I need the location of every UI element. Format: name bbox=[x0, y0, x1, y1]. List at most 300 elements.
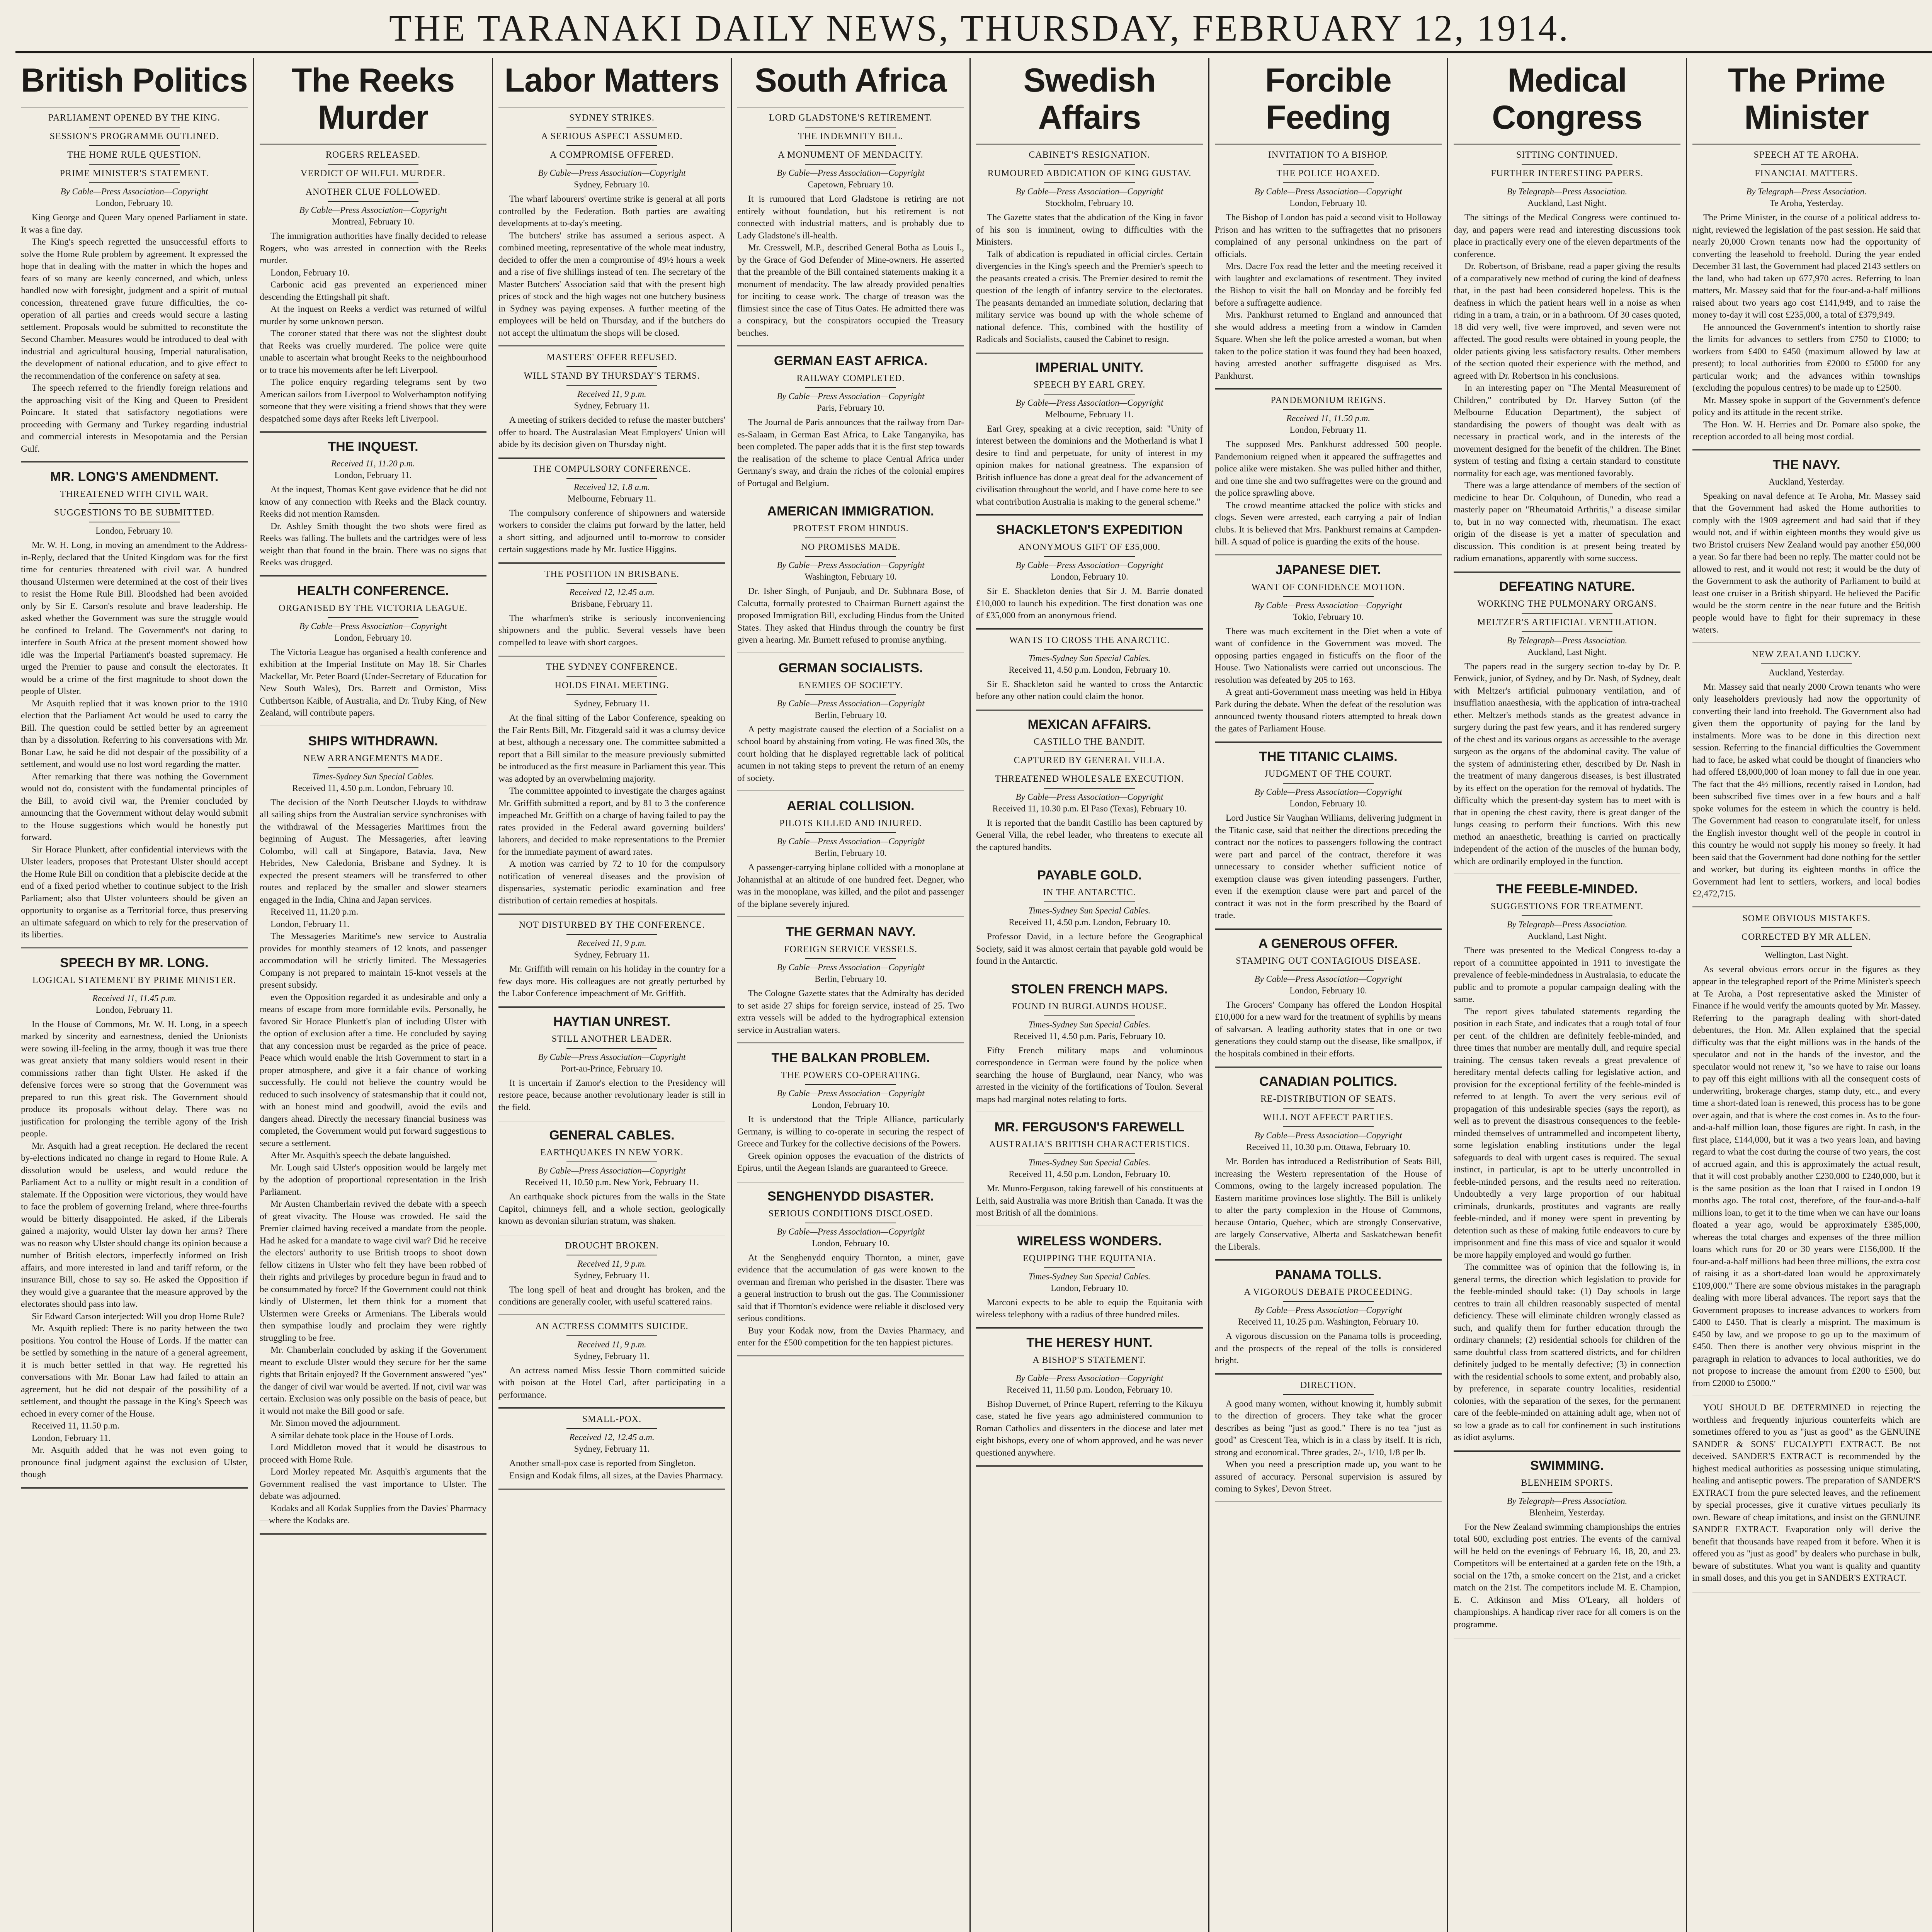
news-story bbox=[737, 660, 964, 785]
story-paragraph: At the final sitting of the Labor Conference, speaking on the Fair Rents Bill, Mr. Fitzgerald said it was a clumsy device at best, although a necessary one. The committee submitted a report that a Bill similar to the measure previously submitted be introduced as the first measure in Parliament this year. This was adopted by an overwhelming majority. bbox=[498, 713, 725, 784]
news-story bbox=[737, 353, 964, 490]
news-story bbox=[1692, 457, 1920, 636]
news-column bbox=[971, 58, 1209, 1932]
news-story bbox=[1215, 1379, 1442, 1495]
subheading-rule bbox=[566, 1048, 657, 1049]
story-paragraph: The papers read in the surgery section to-day by Dr. P. Fenwick, junior, of Sydney, and by Dr. Nash, of Sydney, dealt with Meltzer's artificial pulmonary ventilation, and of insufflation anaesthesia, with the application of intra-tracheal ether. Meltzer's methods stands as the greatest advance in surgery during the past few years, and it has rendered surgery of the chest and its various organs as accessible to the average surgeon as the organs of the abdominal cavity. The value of the system of administering ether, described by Dr. Nash in the treatment of many dangerous diseases, is best illustrated by its effect on the operation for the removal of hydatids. The difficulty which the present-day system has to meet with is that in opening the chest cavity, there is great danger of the lungs ceasing to perform their functions. With this new method an anaesthetic, breathing is carried on practically independent of the action of the muscles of the human body, which are ordinarily employed in the function. bbox=[1454, 661, 1680, 866]
subheading-rule bbox=[566, 1335, 657, 1336]
story-paragraph: An earthquake shock pictures from the walls in the State Capitol, chimneys fell, and a whole section, geologically known as devonian silurian stratum, was shaken. bbox=[498, 1192, 725, 1226]
story-separator bbox=[498, 1120, 725, 1121]
story-separator bbox=[1692, 643, 1920, 644]
story-paragraph: A great anti-Government mass meeting was held in Hibya Park during the debate. When the defeat of the resolution was announced twenty thousand rioters attempted to break down the gates of Parliament House. bbox=[1215, 687, 1442, 734]
story-separator bbox=[260, 1533, 486, 1535]
subheading-rule bbox=[89, 182, 180, 183]
subheading-rule bbox=[1283, 783, 1374, 784]
story-body bbox=[976, 1045, 1203, 1106]
story-body bbox=[1454, 1521, 1680, 1631]
story-separator bbox=[1215, 1502, 1442, 1503]
story-subheading: MELTZER'S ARTIFICIAL VENTILATION. bbox=[1477, 617, 1657, 628]
news-story bbox=[1454, 881, 1680, 1444]
subheading-rule bbox=[1522, 1492, 1612, 1493]
story-title: DEFEATING NATURE. bbox=[1499, 579, 1635, 594]
story-subheading: PRIME MINISTER'S STATEMENT. bbox=[60, 168, 209, 179]
story-paragraph: Marconi expects to be able to equip the Equitania with wireless telephony with a radius of three hundred miles. bbox=[976, 1297, 1203, 1320]
subheading-rule bbox=[1761, 927, 1852, 928]
story-paragraph: A vigorous discussion on the Panama tolls is proceeding, and the prospects of the repeal of the tolls is considered bright. bbox=[1215, 1331, 1442, 1366]
subheading-rule bbox=[1044, 788, 1135, 789]
story-credit: By Cable—Press Association—Copyright bbox=[777, 560, 925, 570]
story-body bbox=[976, 423, 1203, 509]
news-column bbox=[254, 58, 493, 1932]
story-body bbox=[498, 963, 725, 1000]
story-subheading: RAILWAY COMPLETED. bbox=[796, 373, 905, 383]
news-column bbox=[1687, 58, 1926, 1932]
story-credit: By Cable—Press Association—Copyright bbox=[1015, 560, 1163, 570]
news-story bbox=[498, 1321, 725, 1401]
story-paragraph: Ensign and Kodak films, all sizes, at the Davies Pharmacy. bbox=[509, 1470, 723, 1481]
column-headline: Medical Congress bbox=[1492, 62, 1642, 136]
story-separator bbox=[260, 431, 486, 433]
story-credit: By Telegraph—Press Association. bbox=[1507, 1496, 1628, 1506]
story-paragraph: Carbonic acid gas prevented an experienced miner descending the Ettingshall pit shaft. bbox=[260, 280, 486, 302]
story-body bbox=[1692, 212, 1920, 443]
story-body bbox=[498, 712, 725, 907]
story-subheading: JUDGMENT OF THE COURT. bbox=[1264, 769, 1392, 779]
story-body bbox=[498, 612, 725, 649]
story-subheading: WANT OF CONFIDENCE MOTION. bbox=[1251, 582, 1405, 592]
column-headline: British Politics bbox=[21, 62, 248, 99]
story-subheading: THE SYDNEY CONFERENCE. bbox=[546, 662, 678, 672]
story-separator bbox=[737, 653, 964, 654]
story-paragraph: Mr. Cresswell, M.P., described General Botha as Louis I., by the Grace of God Defender of Mine-owners. He asserted that the preamble of the Bill contained statements making it a monument of mendacity. The law already provided penalties for inciting to cease work. The charge of treason was the flimsiest since the case of Titus Oates. He admitted there was a conspiracy, but the conspirators occupied the Treasury benches. bbox=[737, 243, 964, 338]
story-body bbox=[1215, 812, 1442, 922]
story-dateline: Auckland, Yesterday. bbox=[1769, 476, 1844, 486]
story-title: SENGHENYDD DISASTER. bbox=[767, 1189, 934, 1204]
subheading-rule bbox=[566, 366, 657, 367]
story-separator bbox=[1692, 1591, 1920, 1592]
story-credit: By Cable—Press Association—Copyright bbox=[1254, 1131, 1402, 1140]
story-paragraph: Lord Morley repeated Mr. Asquith's arguments that the Government realised the vast importance to Ulster. The debate was adjourned. bbox=[260, 1467, 486, 1501]
news-story bbox=[498, 661, 725, 907]
story-paragraph: The crowd meantime attacked the police with sticks and clogs. Seven were arrested, each carrying a pair of Indian clubs. It is believed that Mrs. Pankhurst remains at Campden-hill. A squad of police is guarding the exits of the house. bbox=[1215, 500, 1442, 547]
subheading-rule bbox=[1522, 182, 1612, 183]
story-title: THE INQUEST. bbox=[328, 439, 418, 454]
story-paragraph: The butchers' strike has assumed a serious aspect. A combined meeting, representative of the whole meat industry, decided to offer the men a compromise of 49½ hours a week and a rise of five shillings instead of ten. The secretary of the Master Butchers' Association said that with the present high prices of stock and the high wages not one butchery business in Sydney was paying expenses. A further meeting of the employees will be held on Thursday, and if the butchers do not accept the ultimatum the shops will be closed. bbox=[498, 230, 725, 338]
story-separator bbox=[737, 345, 964, 347]
story-paragraph: Mr. Asquith replied: There is no parity between the two positions. You control the House of Lords. If the matter can be settled by something in the nature of a general agreement, it is much better settled in that way. He regretted his conversations with Mr. Bonar Law had failed to attain an agreement, but he did not despair of the possibility of a settlement, and thought the passage in the King's Speech was echoed in every corner of the House. bbox=[21, 1323, 248, 1419]
story-credit: By Cable—Press Association—Copyright bbox=[777, 698, 925, 708]
column-headline: The Reeks Murder bbox=[291, 62, 455, 136]
subheading-rule bbox=[1044, 649, 1135, 650]
news-story bbox=[976, 981, 1203, 1106]
story-paragraph: The supposed Mrs. Pankhurst addressed 500 people. Pandemonium reigned when it appeared the suffragettes and police alike were mistaken. She was pulled hither and thither, and one time she and two suffragettes were on the ground and the police sprawling above. bbox=[1215, 439, 1442, 498]
news-story bbox=[1454, 579, 1680, 868]
subheading-rule bbox=[805, 537, 896, 538]
news-story bbox=[1454, 1458, 1680, 1631]
story-separator bbox=[21, 1487, 248, 1489]
column-grid bbox=[15, 58, 1932, 1932]
news-story bbox=[1215, 936, 1442, 1060]
story-subheading: NEW ARRANGEMENTS MADE. bbox=[303, 753, 443, 764]
story-paragraph: He announced the Government's intention to shortly raise the limits for advances to settlers from £750 to £1000; to workers from £400 to £450 (maximum allowed by law at present); to local authorities from £2000 to £5000 for any particular work; and the advances within townships (excluding the populous centres) to be made up to £2500. bbox=[1692, 322, 1920, 393]
story-dateline: Montreal, February 10. bbox=[332, 217, 415, 226]
story-credit: By Cable—Press Association—Copyright bbox=[538, 1166, 686, 1175]
story-credit: Received 11, 11.20 p.m. bbox=[331, 459, 415, 468]
news-story bbox=[21, 469, 248, 941]
story-body bbox=[1215, 1398, 1442, 1495]
subheading-rule bbox=[805, 387, 896, 388]
story-paragraph: It is uncertain if Zamor's election to the Presidency will restore peace, because another revolutionary leader is still in the field. bbox=[498, 1078, 725, 1112]
story-paragraph: A motion was carried by 72 to 10 for the compulsory notification of venereal diseases and the provision of dispensaries, systematic periodic examination and free distribution of certain remedies at hospitals. bbox=[498, 859, 725, 906]
story-separator bbox=[498, 562, 725, 564]
story-credit: By Cable—Press Association—Copyright bbox=[777, 168, 925, 178]
story-credit: Received 11, 9 p.m. bbox=[577, 1259, 646, 1269]
story-subheading: ENEMIES OF SOCIETY. bbox=[798, 680, 903, 690]
story-dateline: Sydney, February 11. bbox=[574, 1270, 650, 1280]
subheading-rule bbox=[1283, 164, 1374, 165]
story-paragraph: The Grocers' Company has offered the London Hospital £10,000 for a new ward for the treatment of syphilis by means of salvarsan. A leading authority states that in one or two generations they could stamp out the disease, like smallpox, if the hospitals combined in their efforts. bbox=[1215, 1000, 1442, 1059]
subheading-rule bbox=[566, 934, 657, 935]
story-subheading: NO PROMISES MADE. bbox=[801, 542, 901, 552]
story-subheading: NOT DISTURBED BY THE CONFERENCE. bbox=[519, 920, 705, 930]
news-story bbox=[976, 522, 1203, 622]
story-credit: By Cable—Press Association—Copyright bbox=[1015, 792, 1163, 802]
subheading-rule bbox=[1283, 409, 1374, 410]
subheading-rule bbox=[805, 694, 896, 695]
news-story bbox=[976, 1335, 1203, 1459]
story-dateline: London, February 10. bbox=[334, 633, 412, 643]
story-body bbox=[737, 862, 964, 910]
story-separator bbox=[976, 628, 1203, 630]
story-body bbox=[737, 193, 964, 339]
subheading-rule bbox=[1044, 556, 1135, 557]
story-title: SHACKLETON'S EXPEDITION bbox=[996, 522, 1183, 537]
subheading-rule bbox=[1283, 970, 1374, 971]
story-title: GERMAN EAST AFRICA. bbox=[774, 354, 928, 368]
column-headline: Swedish Affairs bbox=[1023, 62, 1156, 136]
story-body bbox=[498, 1077, 725, 1114]
news-column bbox=[493, 58, 732, 1932]
news-story bbox=[976, 717, 1203, 854]
story-body bbox=[1692, 964, 1920, 1390]
story-subheading: EARTHQUAKES IN NEW YORK. bbox=[540, 1148, 684, 1158]
story-separator bbox=[1454, 571, 1680, 573]
story-paragraph: A meeting of strikers decided to refuse the master butchers' offer to board. The Australasian Meat Employers' Union will abide by its decision given on Thursday night. bbox=[498, 415, 725, 449]
story-credit: By Cable—Press Association—Copyright bbox=[538, 168, 686, 178]
story-paragraph: At the inquest, Thomas Kent gave evidence that he did not know of any connection with Reeks and the Black country. Reeks did not mention Ramsden. bbox=[260, 485, 486, 519]
story-credit: By Cable—Press Association—Copyright bbox=[299, 621, 447, 631]
story-credit: Times-Sydney Sun Special Cables. bbox=[1028, 653, 1151, 663]
story-credit: By Cable—Press Association—Copyright bbox=[60, 187, 208, 196]
story-subheading: STILL ANOTHER LEADER. bbox=[551, 1034, 672, 1044]
story-credit: By Cable—Press Association—Copyright bbox=[1254, 187, 1402, 196]
subheading-rule bbox=[328, 164, 418, 165]
story-paragraph: A petty magistrate caused the election of a Socialist on a school board by abstaining from voting. He was fined 30s, the court holding that he displayed regrettable lack of political acumen in not taking steps to prevent the return of an enemy of society. bbox=[737, 724, 964, 783]
subheading-rule bbox=[328, 617, 418, 618]
story-dateline: Received 11, 4.50 p.m. London, February 10. bbox=[292, 783, 454, 793]
story-separator bbox=[1692, 449, 1920, 451]
subheading-rule bbox=[328, 182, 418, 183]
story-subheading: FOREIGN SERVICE VESSELS. bbox=[784, 944, 917, 954]
news-story bbox=[737, 112, 964, 339]
story-subheading: THE POLICE HOAXED. bbox=[1276, 168, 1380, 179]
story-body bbox=[260, 646, 486, 719]
story-subheading: RE-DISTRIBUTION OF SEATS. bbox=[1260, 1094, 1396, 1104]
story-body bbox=[976, 1297, 1203, 1321]
column-headline: South Africa bbox=[755, 62, 947, 99]
story-subheading: SPEECH AT TE AROHA. bbox=[1753, 150, 1859, 160]
story-subheading: FURTHER INTERESTING PAPERS. bbox=[1491, 168, 1643, 179]
story-paragraph: The Hon. W. H. Herries and Dr. Pomare also spoke, the reception accorded to all being most cordial. bbox=[1692, 419, 1920, 442]
headline-rule bbox=[737, 106, 964, 107]
news-story bbox=[498, 352, 725, 451]
story-credit: By Cable—Press Association—Copyright bbox=[1254, 1305, 1402, 1315]
story-subheading: SYDNEY STRIKES. bbox=[569, 113, 655, 123]
story-credit: Received 12, 1.8 a.m. bbox=[573, 482, 650, 492]
story-separator bbox=[498, 345, 725, 347]
subheading-rule bbox=[566, 478, 657, 479]
story-paragraph: The Prime Minister, in the course of a political address to-night, reviewed the legislation of the past session. He said that nearly 20,000 Crown tenants now had the opportunity of converting the leasehold to freehold. During the year ended December 31 last, the Government had placed 2143 settlers on the land, who had taken up 677,970 acres. Referring to loan matters, Mr. Massey said that for the four-and-a-half millions raised about two years ago cost £141,949, and to raise the money to-day it will cost £235,000, a total of £379,949. bbox=[1692, 213, 1920, 320]
story-credit: By Telegraph—Press Association. bbox=[1507, 187, 1628, 196]
subheading-rule bbox=[328, 201, 418, 202]
story-paragraph: The wharf labourers' overtime strike is general at all ports controlled by the Federation. Both parties are awaiting developments at to-day's meeting. bbox=[498, 194, 725, 228]
story-dateline: Sydney, February 11. bbox=[574, 950, 650, 959]
story-dateline: Auckland, Last Night. bbox=[1527, 931, 1607, 941]
story-subheading: CASTILLO THE BANDIT. bbox=[1033, 736, 1146, 747]
story-paragraph: The Victoria League has organised a health conference and exhibition at the Imperial Institute on May 18. Sir Charles Mackellar, Mr. Peter Board (Under-Secretary of Education for New South Wales), Drs. Barrett and Ormiston, Miss Cuthbertson Kaible, of Australia, and Dr. Truby King, of New Zealand, will contribute papers. bbox=[260, 647, 486, 718]
story-subheading: THE POSITION IN BRISBANE. bbox=[544, 569, 679, 579]
story-subheading: A COMPROMISE OFFERED. bbox=[550, 150, 674, 160]
story-separator bbox=[976, 860, 1203, 861]
story-body bbox=[1215, 626, 1442, 735]
subheading-rule bbox=[1761, 663, 1852, 664]
story-paragraph: Speaking on naval defence at Te Aroha, Mr. Massey said that the Government had asked the Home authorities to comply with the 1909 agreement and had said that if they would not, and if within eighteen months they would give us two Bristol cruisers New Zealand would pay another £50,000 a year. So far there had been no reply. The matter could not be allowed to rest, and it would not rest; it would be the duty of the Government to ask the authority of Parliament to build at least one cruiser in a British shipyard. He believed the Pacific would be the storm centre in the near future and the British people would have to fight for their supremacy in these waters. bbox=[1692, 491, 1920, 635]
story-subheading: SITTING CONTINUED. bbox=[1516, 150, 1618, 160]
headline-rule bbox=[1692, 143, 1920, 145]
story-paragraph: Mrs. Pankhurst returned to England and announced that she would address a meeting from a window in Camden Square. When she left the police arrested a woman, but when taken to the police station it was found they had been hoaxed, having arrested another suffragette disguised as Mrs. Pankhurst. bbox=[1215, 310, 1442, 381]
story-body bbox=[737, 1252, 964, 1349]
story-separator bbox=[1454, 1450, 1680, 1452]
story-body bbox=[1215, 1156, 1442, 1253]
subheading-rule bbox=[1044, 1267, 1135, 1268]
story-paragraph: Mr. W. H. Long, in moving an amendment to the Address-in-Reply, declared that the United Kingdom was for the first time for centuries threatened with civil war. A hundred thousand Ulstermen were determined at the cost of their lives to resist the Home Rule Bill. Bloodshed had been avoided only by Sir E. Carson's resolute and brave leadership. He asked whether the Government was sure the struggle would be confined to Ireland. The Government's not daring to interfere in South Africa at the present moment showed how idle was the Imperial Parliament's boasted supremacy. He urged the Premier to pause and consult the electorates. It would be a crime of the first magnitude to shoot down the people of Ulster. bbox=[21, 540, 248, 696]
story-paragraph: The Gazette states that the abdication of the King in favor of his son is imminent, owing to difficulties with the Ministers. bbox=[976, 213, 1203, 247]
story-subheading: LORD GLADSTONE'S RETIREMENT. bbox=[769, 113, 932, 123]
story-dateline: Tokio, February 10. bbox=[1293, 612, 1364, 622]
story-subheading: SESSION'S PROGRAMME OUTLINED. bbox=[49, 131, 219, 141]
story-separator bbox=[737, 496, 964, 497]
news-column bbox=[15, 58, 254, 1932]
story-dateline: Port-au-Prince, February 10. bbox=[561, 1063, 663, 1073]
story-dateline: Sydney, February 11. bbox=[574, 699, 650, 708]
story-credit: Times-Sydney Sun Special Cables. bbox=[1028, 1019, 1151, 1029]
story-separator bbox=[21, 461, 248, 463]
story-separator bbox=[498, 913, 725, 915]
story-separator bbox=[737, 791, 964, 792]
story-subheading: THE HOME RULE QUESTION. bbox=[67, 150, 201, 160]
story-credit: By Cable—Press Association—Copyright bbox=[777, 391, 925, 401]
story-separator bbox=[976, 709, 1203, 711]
story-paragraph: Greek opinion opposes the evacuation of the districts of Epirus, until the Aegean Islands are guaranteed to Greece. bbox=[737, 1151, 964, 1173]
news-column bbox=[732, 58, 971, 1932]
story-subheading: THE POWERS CO-OPERATING. bbox=[781, 1070, 920, 1080]
story-subheading: VERDICT OF WILFUL MURDER. bbox=[300, 168, 446, 179]
story-credit: By Cable—Press Association—Copyright bbox=[1015, 1373, 1163, 1383]
story-subheading: THREATENED WITH CIVIL WAR. bbox=[60, 489, 209, 499]
story-dateline: Berlin, February 10. bbox=[815, 848, 887, 858]
story-title: THE FEEBLE-MINDED. bbox=[1496, 882, 1638, 896]
story-body bbox=[1215, 1330, 1442, 1367]
subheading-rule bbox=[1283, 1394, 1374, 1395]
story-separator bbox=[1215, 1259, 1442, 1261]
story-dateline: Berlin, February 10. bbox=[815, 710, 887, 720]
story-dateline: Sydney, February 11. bbox=[574, 1444, 650, 1454]
story-subheading: FOUND IN BURGLAUNDS HOUSE. bbox=[1012, 1001, 1167, 1012]
story-separator bbox=[498, 1488, 725, 1490]
story-separator bbox=[1215, 554, 1442, 556]
column-headline: The Prime Minister bbox=[1728, 62, 1885, 136]
story-body bbox=[1692, 490, 1920, 636]
story-dateline: Received 11, 10.30 p.m. El Paso (Texas), February 10. bbox=[992, 803, 1187, 813]
story-dateline: London, February 11. bbox=[334, 470, 412, 480]
story-subheading: ROGERS RELEASED. bbox=[325, 150, 421, 160]
story-paragraph: Sir E. Shackleton denies that Sir J. M. Barrie donated £10,000 to launch his expedition. The first donation was one of £35,000 from an anonymous friend. bbox=[976, 586, 1203, 621]
news-story bbox=[260, 439, 486, 569]
story-body bbox=[498, 1365, 725, 1401]
story-paragraph: Lord Justice Sir Vaughan Williams, delivering judgment in the Titanic case, said that neither the directions preceding the contract nor the notices to passengers following the contract were part and parcel of the contract, therefore it was unnecessary to consider whether sufficient notice of exemption clause was given intending passengers. Further, even if the exemption clause were part and parcel of the contract it was not in the form prescribed by the Board of trade. bbox=[1215, 813, 1442, 920]
story-subheading: THE INDEMNITY BILL. bbox=[798, 131, 903, 141]
story-credit: By Cable—Press Association—Copyright bbox=[538, 1052, 686, 1062]
story-paragraph: The committee was of opinion that the following is, in general terms, the direction which legislation to provide for the feeble-minded should take: (1) Day schools in large centres to train all children reasonably suspected of mental deficiency. These will eliminate children wrongly classed as such, and qualify them for further education through the ordinary channels; (2) residential schools for children of the same doubtful class from scattered districts, and for children definitely judged to be mentally defective; (3) in connection with the residential schools to some extent, and probably also, by preference, in separate country localities, residential colonies, with the separation of the sexes, for the permanent care of the feeble-minded on attaining adult age, when not of so low a grade as to call for confinement in such institutions as idiot asylums. bbox=[1454, 1262, 1680, 1442]
subheading-rule bbox=[1044, 394, 1135, 395]
story-paragraph: The compulsory conference of shipowners and waterside workers to consider the claims put forward by the latter, held a short sitting, and adjourned until to-morrow to consider certain suggestions made by Mr. Justice Higgins. bbox=[498, 508, 725, 554]
story-body bbox=[260, 797, 486, 1527]
story-paragraph: London, February 11. bbox=[270, 919, 350, 929]
story-paragraph: Mr. Lough said Ulster's opposition would be largely met by the adoption of proportional representation in the Irish Parliament. bbox=[260, 1162, 486, 1197]
story-paragraph: Mr. Asquith added that he was not even going to pronounce final judgment against the exclusion of Ulster, though bbox=[21, 1445, 248, 1480]
story-dateline: Received 11, 10.30 p.m. Ottawa, February 10. bbox=[1246, 1142, 1410, 1152]
story-credit: By Cable—Press Association—Copyright bbox=[1254, 787, 1402, 797]
news-story bbox=[1215, 1267, 1442, 1367]
story-body bbox=[976, 1398, 1203, 1459]
story-paragraph: Dr. Ashley Smith thought the two shots were fired as Reeks was falling. The bullets and the cartridges were of less weight than that found in the brain. There was no signs that Reeks was drugged. bbox=[260, 521, 486, 568]
story-credit: By Cable—Press Association—Copyright bbox=[777, 963, 925, 972]
story-subheading: A BISHOP'S STATEMENT. bbox=[1032, 1355, 1146, 1365]
story-subheading: WANTS TO CROSS THE ANARCTIC. bbox=[1009, 635, 1170, 645]
story-subheading: SPEECH BY EARL GREY. bbox=[1033, 379, 1146, 390]
story-subheading: A VIGOROUS DEBATE PROCEEDING. bbox=[1244, 1287, 1413, 1297]
story-separator bbox=[260, 575, 486, 577]
story-subheading: THE COMPULSORY CONFERENCE. bbox=[532, 464, 691, 474]
subheading-rule bbox=[1044, 164, 1135, 165]
story-paragraph: Earl Grey, speaking at a civic reception, said: "Unity of interest between the dominions and the Motherland is what I desire to find and perpetuate, for unity of interest in my opinion makes for national greatness. The expansion of British influence has done a great deal for the advancement of civilisation throughout the world, and I have come here to see what contribution Australia is making to the general scheme." bbox=[976, 423, 1203, 507]
story-paragraph: In the House of Commons, Mr. W. H. Long, in a speech marked by sincerity and earnestness, denied the Unionists were sowing ill-feeling in the army, though it was true there was great anxiety that many soldiers would resent in their commissions rather than fight Ulster. He asked if the defensive forces were so strong that the Government was prepared to run this great risk. The Government should produce its proposals without delay. There was no justification for prolonging the terrible agony of the Irish people. bbox=[21, 1019, 248, 1139]
story-separator bbox=[260, 726, 486, 727]
story-separator bbox=[1692, 1396, 1920, 1397]
story-title: WIRELESS WONDERS. bbox=[1017, 1233, 1162, 1248]
story-paragraph: Sir Edward Carson interjected: Will you drop Home Rule? bbox=[32, 1311, 245, 1321]
story-body bbox=[976, 679, 1203, 703]
column-headline: Labor Matters bbox=[504, 62, 719, 99]
story-credit: Received 12, 12.45 a.m. bbox=[569, 1432, 655, 1442]
headline-rule bbox=[498, 106, 725, 107]
story-separator bbox=[21, 947, 248, 949]
story-dateline: Stockholm, February 10. bbox=[1045, 198, 1134, 208]
story-subheading: ANOTHER CLUE FOLLOWED. bbox=[305, 187, 441, 197]
story-paragraph: The wharfmen's strike is seriously inconveniencing shipowners and the public. Several vessels have been compelled to leave with short cargoes. bbox=[498, 613, 725, 648]
story-paragraph: The decision of the North Deutscher Lloyds to withdraw all sailing ships from the Australian service synchronises with the withdrawal of the Messageries Maritimes from the beginning of August. The Messageries, after leaving Colombo, will call at Singapore, Batavia, Java, New Hebrides, New Caledonia, Brisbane and Sydney. It is expected the present steamers will be transferred to other routes and replaced by the smaller and slower steamers engaged in the India, China and Japan services. bbox=[260, 797, 486, 905]
story-title: HAYTIAN UNREST. bbox=[553, 1014, 670, 1029]
story-subheading: THREATENED WHOLESALE EXECUTION. bbox=[995, 774, 1184, 784]
story-dateline: London, February 10. bbox=[95, 526, 173, 536]
story-title: JAPANESE DIET. bbox=[1275, 562, 1381, 577]
story-title: GERMAN SOCIALISTS. bbox=[778, 660, 923, 675]
story-paragraph: Another small-pox case is reported from Singleton. bbox=[509, 1458, 696, 1468]
story-dateline: Te Aroha, Yesterday. bbox=[1769, 198, 1844, 208]
story-separator bbox=[1454, 874, 1680, 875]
story-subheading: SUGGESTIONS FOR TREATMENT. bbox=[1490, 901, 1644, 912]
story-paragraph: A good many women, without knowing it, humbly submit to the direction of grocers. They take what the grocer describes as being "just as good." There is no tea "just as good" as Crescent Tea, which is in a class by itself. It is rich, strong and economical. Three grades, 2/-, 1/10, 1/8 per lb. bbox=[1215, 1398, 1442, 1458]
headline-rule bbox=[1215, 143, 1442, 145]
story-subheading: INVITATION TO A BISHOP. bbox=[1268, 150, 1388, 160]
story-credit: Times-Sydney Sun Special Cables. bbox=[312, 771, 434, 781]
news-story bbox=[498, 568, 725, 649]
subheading-rule bbox=[805, 127, 896, 128]
story-dateline: Sydney, February 11. bbox=[574, 1351, 650, 1361]
story-separator bbox=[737, 1355, 964, 1357]
story-paragraph: For the New Zealand swimming championships the entries total 600, excluding post entries. The events of the carnival will be held on the evenings of February 16, 18, 20, and 23. Competitors will be entertained at a garden fete on the 19th, a social on the 17th, a smoke concert on the 21st, and a cricket match on the 21st. The competitors include M. E. Champion, E. C. Atkinson and Miss O'Leary, all holders of championships. A handicap river race for all comers is on the programme. bbox=[1454, 1522, 1680, 1629]
story-subheading: SMALL-POX. bbox=[582, 1414, 642, 1424]
story-title: IMPERIAL UNITY. bbox=[1036, 360, 1143, 375]
story-paragraph: Mr. Simon moved the adjournment. bbox=[270, 1418, 400, 1428]
story-body bbox=[21, 212, 248, 455]
story-paragraph: It is reported that the bandit Castillo has been captured by General Villa, the rebel leader, who threatens to execute all the captured bandits. bbox=[976, 818, 1203, 852]
story-body bbox=[498, 1284, 725, 1308]
subheading-rule bbox=[89, 989, 180, 990]
story-paragraph: London, February 10. bbox=[270, 267, 350, 278]
story-title: SWIMMING. bbox=[1530, 1458, 1604, 1473]
story-dateline: London, February 11. bbox=[1289, 425, 1367, 435]
story-body bbox=[21, 1019, 248, 1481]
story-dateline: London, February 10. bbox=[1051, 1283, 1128, 1293]
story-dateline: London, February 10. bbox=[1289, 198, 1367, 208]
story-body bbox=[1692, 1402, 1920, 1585]
story-title: STOLEN FRENCH MAPS. bbox=[1011, 981, 1168, 997]
story-separator bbox=[976, 352, 1203, 354]
story-dateline: Received 11, 10.50 p.m. New York, February 11. bbox=[525, 1177, 699, 1187]
story-paragraph: An actress named Miss Jessie Thorn committed suicide with poison at the Hotel Carl, after participating in a performance. bbox=[498, 1365, 725, 1400]
story-paragraph: Fifty French military maps and voluminous correspondence in German were found by the police when searching the house of Burglaund, near Nancy, who was arrested in the vicinity of the fortifications of Toulon. Several maps had marginal notes relating to forts. bbox=[976, 1045, 1203, 1104]
news-story bbox=[1692, 149, 1920, 443]
news-story bbox=[260, 149, 486, 425]
subheading-rule bbox=[566, 127, 657, 128]
story-body bbox=[976, 1183, 1203, 1219]
news-story bbox=[260, 733, 486, 1527]
story-paragraph: YOU SHOULD BE DETERMINED in rejecting the worthless and frequently injurious counterfeits which are sometimes offered to you as "just as good" as the GENUINE SANDER & SONS' EUCALYPTI EXTRACT. Be not deceived. SANDER'S EXTRACT is recommended by the highest medical authorities as possessing unique stimulating, healing and antiseptic powers. The preparation of SANDER'S EXTRACT from the pure selected leaves, and the refinement by special processes, give it curative virtues peculiarly its own. Beware of cheap imitations, and insist on the GENUINE SANDER EXTRACT. Evaporation only will derive the benefit that thousands have reaped from it before. When it is offered you as "just as good" by dealers who purchase in bulk, beware of substitutes. What you want is quality and quantity in small doses, and this you get in SANDER'S EXTRACT. bbox=[1692, 1403, 1920, 1583]
story-subheading: ORGANISED BY THE VICTORIA LEAGUE. bbox=[279, 603, 468, 613]
story-separator bbox=[976, 514, 1203, 516]
story-title: CANADIAN POLITICS. bbox=[1259, 1074, 1397, 1089]
story-credit: By Cable—Press Association—Copyright bbox=[1015, 398, 1163, 408]
story-credit: Received 11, 11.50 p.m. bbox=[1286, 413, 1370, 423]
story-credit: By Telegraph—Press Association. bbox=[1507, 920, 1628, 929]
news-story bbox=[1454, 149, 1680, 565]
story-dateline: Washington, February 10. bbox=[804, 572, 897, 582]
headline-rule bbox=[1454, 143, 1680, 145]
story-dateline: Received 11, 4.50 p.m. London, February 10. bbox=[1009, 917, 1170, 927]
story-subheading: HOLDS FINAL MEETING. bbox=[554, 680, 669, 690]
story-separator bbox=[737, 917, 964, 918]
